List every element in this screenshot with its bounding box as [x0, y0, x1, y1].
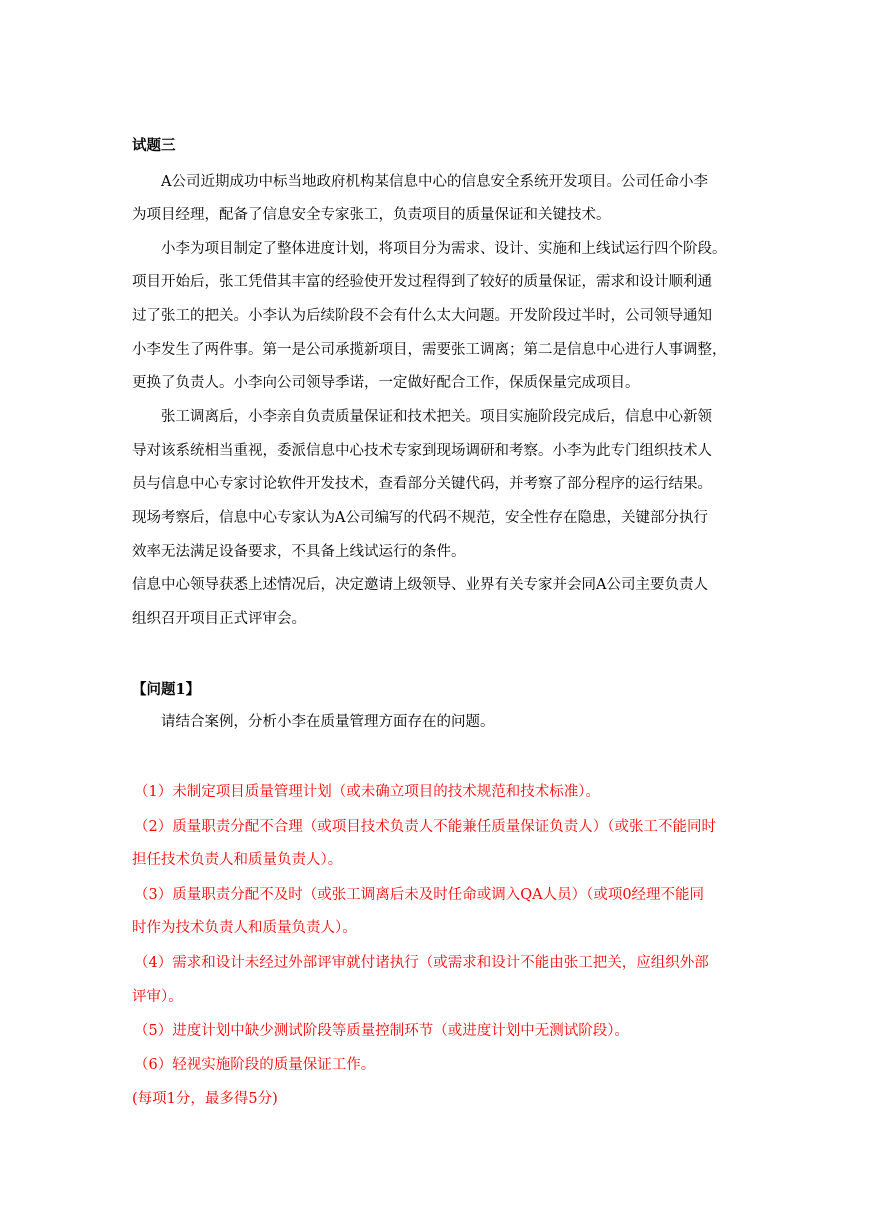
case-paragraph-line: 组织召开项目正式评审会。: [132, 611, 306, 627]
question-text: 请结合案例，分析小李在质量管理方面存在的问题。: [161, 714, 495, 730]
answer-line: （5）进度计划中缺少测试阶段等质量控制环节（或进度计划中无测试阶段）。: [134, 1023, 629, 1039]
case-paragraph-line: 为项目经理，配备了信息安全专家张工，负责项目的质量保证和关键技术。: [132, 207, 611, 223]
case-paragraph-line: 导对该系统相当重视，委派信息中心技术专家到现场调研和考察。小李为此专门组织技术人: [132, 443, 712, 459]
case-paragraph-line: 项目开始后，张工凭借其丰富的经验使开发过程得到了较好的质量保证，需求和设计顺利通: [132, 274, 712, 290]
answer-line: 评审）。: [132, 989, 183, 1005]
case-paragraph-line: 更换了负责人。小李向公司领导季诺，一定做好配合工作，保质保量完成项目。: [132, 375, 640, 391]
case-paragraph-line: 小李发生了两件事。第一是公司承揽新项目，需要张工调离；第二是信息中心进行人事调整，: [132, 342, 727, 358]
case-paragraph-line: 小李为项目制定了整体进度计划，将项目分为需求、设计、实施和上线试运行四个阶段。: [161, 241, 727, 257]
question-title: 试题三: [132, 137, 176, 154]
case-paragraph-line: 信息中心领导获悉上述情况后，决定邀请上级领导、业界有关专家并会同A公司主要负责人: [132, 577, 708, 593]
case-paragraph-line: 张工调离后，小李亲自负责质量保证和技术把关。项目实施阶段完成后，信息中心新领: [161, 409, 712, 425]
answer-line: （3）质量职责分配不及时（或张工调离后未及时任命或调入QA人员）（或项0经理不能同: [134, 887, 705, 903]
question-heading: 【问题1】: [132, 681, 201, 698]
case-paragraph-line: 现场考察后，信息中心专家认为A公司编写的代码不规范，安全性存在隐患，关键部分执行: [132, 510, 708, 526]
case-paragraph-line: 员与信息中心专家讨论软件开发技术，查看部分关键代码，并考察了部分程序的运行结果。: [132, 476, 712, 492]
answer-line: （2）质量职责分配不合理（或项目技术负责人不能兼任质量保证负责人）（或张工不能同时: [134, 819, 716, 835]
answer-line: （1）未制定项目质量管理计划（或未确立项目的技术规范和技术标准）。: [134, 784, 600, 800]
answer-line: 担任技术负责人和质量负责人）。: [132, 852, 343, 868]
case-paragraph-line: A公司近期成功中标当地政府机构某信息中心的信息安全系统开发项目。公司任命小李: [161, 174, 708, 190]
answer-line: 时作为技术负责人和质量负责人）。: [132, 920, 357, 936]
case-paragraph-line: 过了张工的把关。小李认为后续阶段不会有什么太大问题。开发阶段过半时，公司领导通知: [132, 308, 712, 324]
case-paragraph-line: 效率无法满足设备要求，不具备上线试运行的条件。: [132, 544, 466, 560]
answer-line: （4）需求和设计未经过外部评审就付诸执行（或需求和设计不能由张工把关，应组织外部: [134, 955, 709, 971]
score-note: (每项1分，最多得5分): [132, 1091, 278, 1107]
answer-line: （6）轻视实施阶段的质量保证工作。: [134, 1057, 376, 1073]
